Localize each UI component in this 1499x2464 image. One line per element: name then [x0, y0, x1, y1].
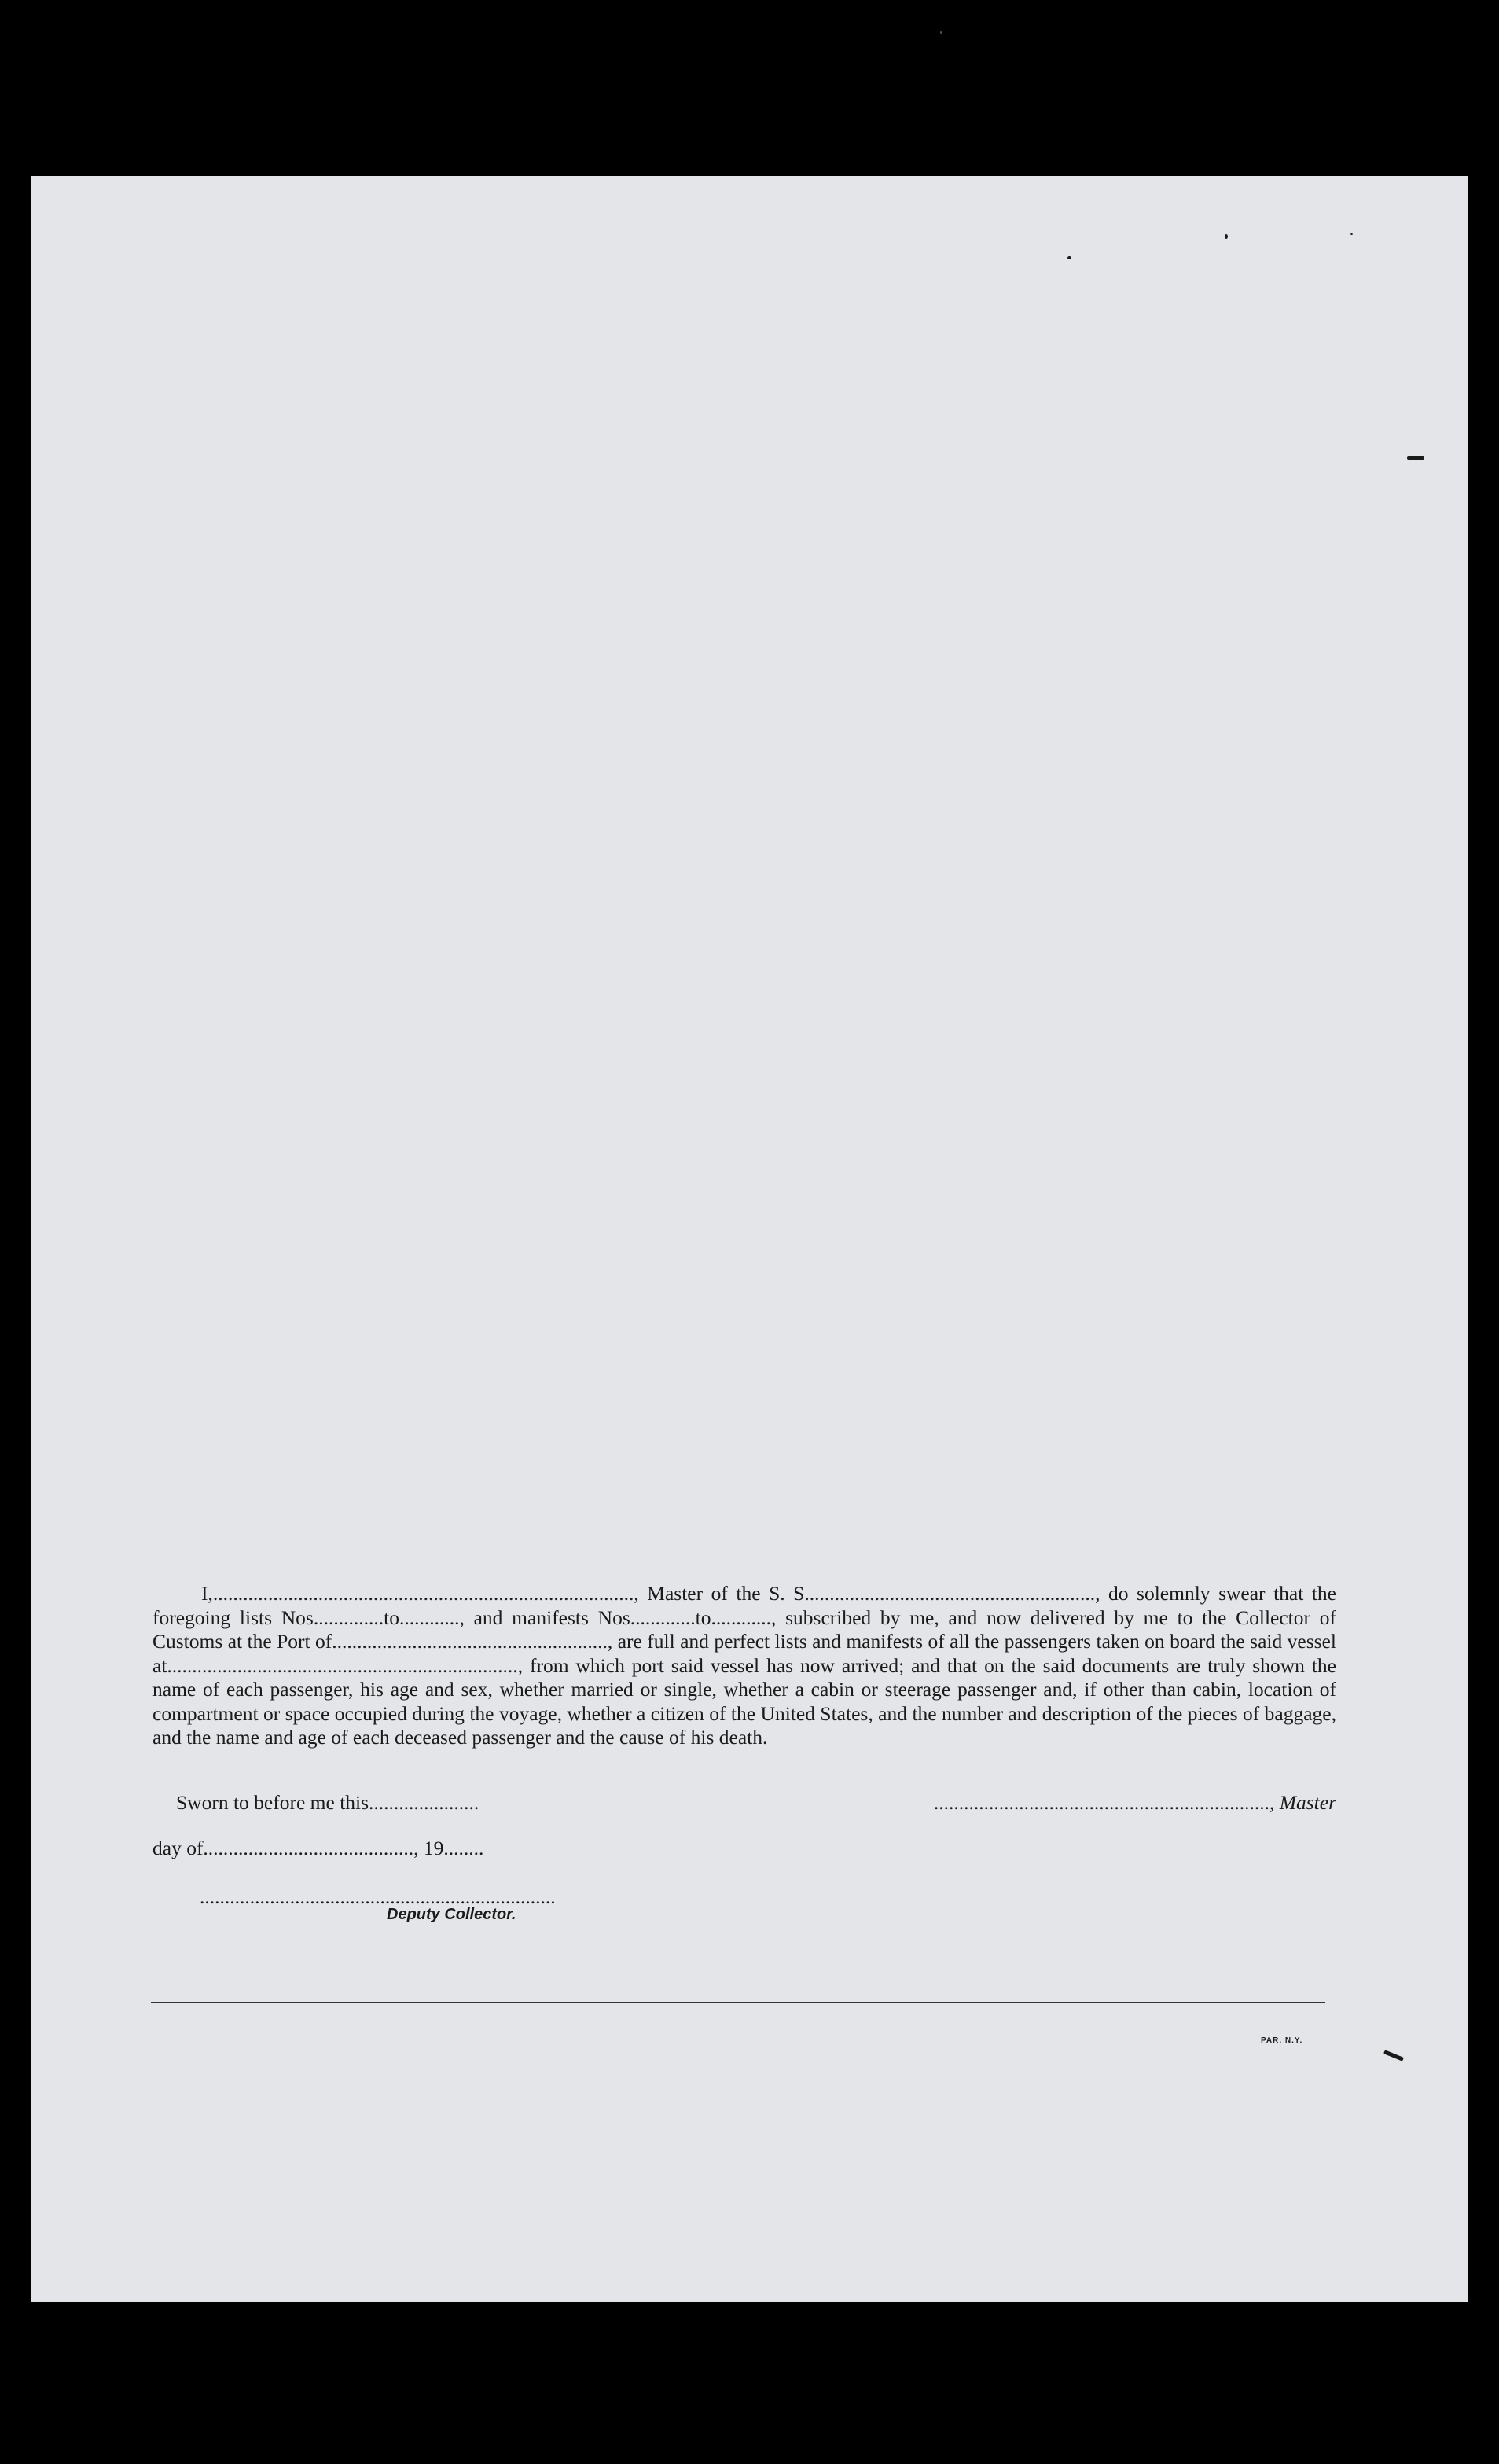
speck-mark [1407, 456, 1424, 460]
oath-paragraph [152, 1582, 1336, 1750]
day-line: day of.........................................., 19........ [152, 1837, 484, 1859]
sworn-line: Sworn to before me this...................... [176, 1791, 479, 1814]
deputy-signature-dots: ....................................................................... [200, 1885, 556, 1908]
sworn-row [152, 1791, 1336, 1816]
speck-mark [940, 31, 942, 34]
footer-rule [151, 2002, 1325, 2003]
speck-mark [1067, 256, 1071, 259]
oath-text: I,...................................................................................., Master of the S. S.........................................................., do solemnly swear that the foregoing lists Nos..............to............, and manifests Nos.............to............, subscribed by me, and now delivered by me to the Collector of Customs at the Port of......................................................., are full and perfect lists and manifests of all the passengers taken on board the said vessel at......................................................................, from which port said vessel has now arrived; and that on the said documents are truly shown the name of each passenger, his age and sex, whether married or single, whether a cabin or steerage passenger and, if other than cabin, location of compartment or space occupied during the voyage, whether a citizen of the United States, and the number and description of the pieces of baggage, and the name and age of each deceased passenger and the cause of his death. [152, 1582, 1336, 1749]
speck-mark [1225, 234, 1228, 239]
master-dots: ..................................................................., [933, 1791, 1280, 1814]
speck-mark [1350, 233, 1353, 235]
printer-mark: PAR. N.Y. [1261, 2036, 1303, 2045]
master-label: Master [1279, 1791, 1336, 1814]
deputy-collector-label: Deputy Collector. [387, 1906, 516, 1923]
form-sheet [31, 176, 1468, 2302]
master-signature-line [934, 1791, 1336, 1815]
